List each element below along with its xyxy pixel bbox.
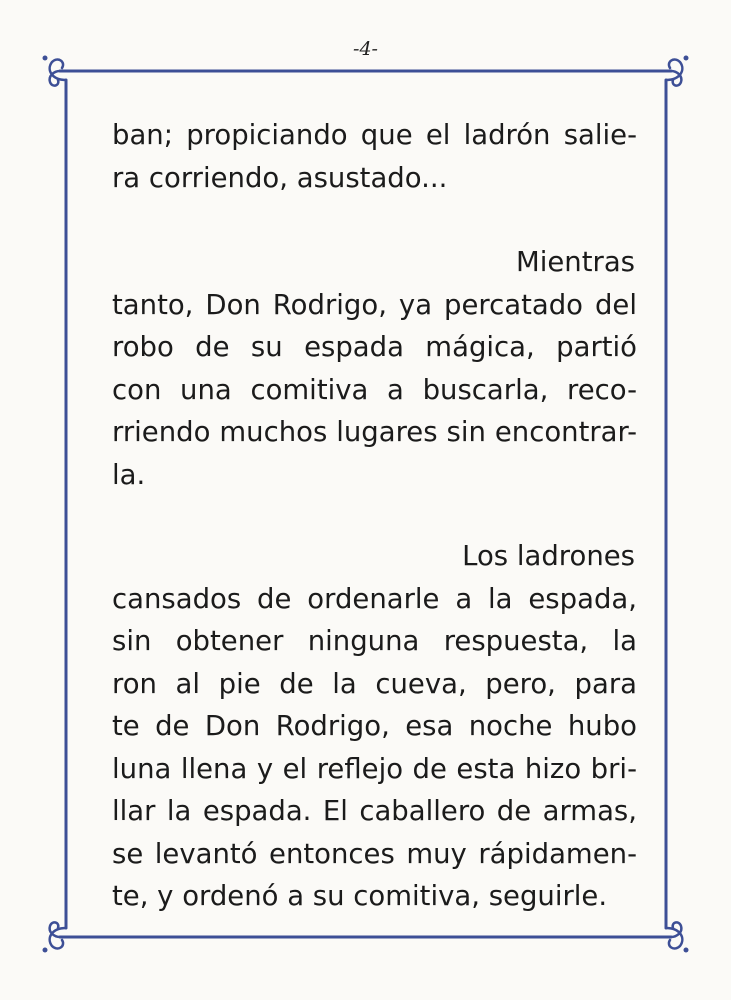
text-line: te, y ordenó a su comitiva, seguirle. (112, 880, 608, 912)
corner-ornament-bottom-right (666, 922, 682, 948)
text-line: ban; propiciando que el ladrón salie- (112, 119, 637, 151)
corner-ornament-bottom-left (50, 922, 66, 948)
text-line: ron al pie de la cueva, pero, para (112, 667, 637, 700)
corner-ornament-top-right (666, 60, 682, 86)
text-line: Los ladrones (462, 540, 635, 572)
text-line: rriendo muchos lugares sin encontrar- (112, 416, 637, 448)
text-line: te de Don Rodrigo, esa noche hubo (112, 710, 637, 742)
text-line: llar la espada. El caballero de armas, (112, 795, 637, 827)
text-line: la. (112, 458, 146, 491)
paragraph-1 (112, 114, 637, 199)
text-line: se levantó entonces muy rápidamen- (112, 837, 637, 870)
page-number: -4- (353, 38, 378, 60)
paragraph-3 (112, 535, 637, 918)
text-line: Mientras (516, 246, 635, 278)
text-line: cansados de ordenarle a la espada, (112, 582, 637, 615)
corner-ornament-top-left (50, 60, 66, 86)
text-line: sin obtener ninguna respuesta, la (112, 625, 637, 657)
text-line: con una comitiva a buscarla, reco- (112, 373, 637, 406)
text-line: luna llena y el reflejo de esta hizo bri- (112, 752, 637, 785)
paragraph-2 (112, 241, 637, 496)
text-line: ra corriendo, asustado... (112, 161, 448, 194)
text-line: robo de su espada mágica, partió (112, 331, 637, 363)
text-line: tanto, Don Rodrigo, ya percatado del (112, 288, 637, 321)
